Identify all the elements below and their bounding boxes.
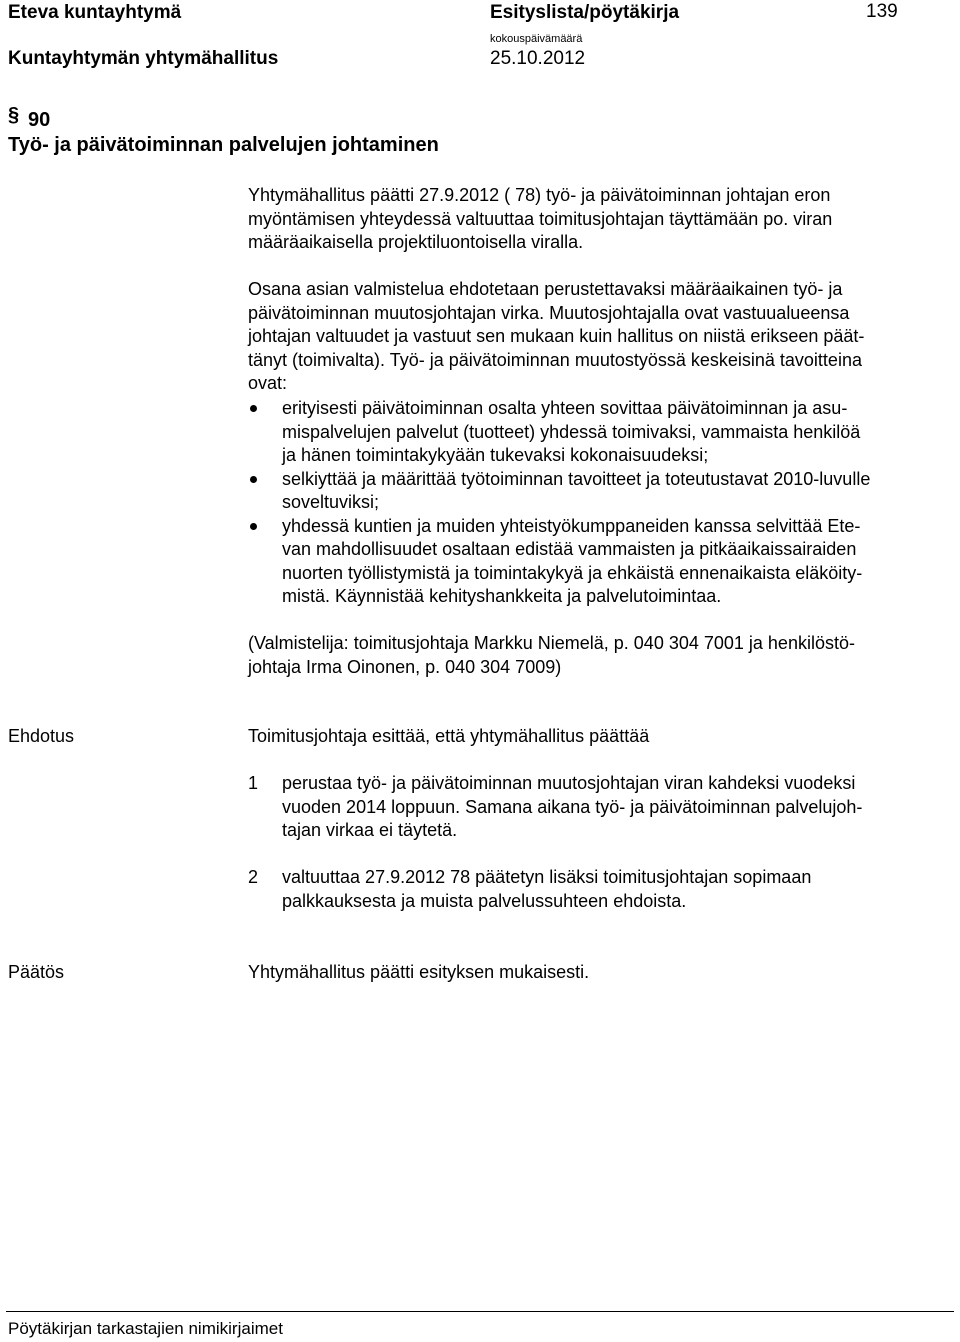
page-number: 139: [866, 1, 898, 22]
meeting-date: 25.10.2012: [490, 48, 586, 69]
date-label: kokouspäivämäärä: [490, 33, 583, 45]
goal-line: mistä. Käynnistää kehityshankkeita ja palvelutoimintaa.: [282, 586, 722, 606]
decision-text-block: [248, 961, 954, 985]
bullet-icon: [250, 405, 257, 412]
item-line: tajan virkaa ei täytetä.: [282, 820, 458, 840]
preparation-line: Osana asian valmistelua ehdotetaan perustettavaksi määräaikainen työ- ja: [248, 279, 843, 299]
item-text: [282, 772, 862, 843]
intro-paragraph: [248, 184, 954, 255]
preparer-paragraph: [248, 632, 954, 679]
list-item: [248, 468, 954, 515]
proposal-label: Ehdotus: [8, 726, 75, 746]
preparer-line: johtaja Irma Oinonen, p. 040 304 7009): [248, 656, 562, 677]
decision-label: Päätös: [8, 962, 65, 982]
footer-text: Pöytäkirjan tarkastajien nimikirjaimet: [8, 1319, 283, 1338]
list-item: [248, 397, 954, 468]
item-line: vuoden 2014 loppuun. Samana aikana työ- ja päivätoiminnan palvelujoh-: [282, 796, 863, 817]
org-name: Eteva kuntayhtymä: [8, 2, 182, 23]
preparation-line: tänyt (toimivalta). Työ- ja päivätoiminnan muutostyössä keskeisinä tavoitteina: [248, 349, 862, 370]
item-line: perustaa työ- ja päivätoiminnan muutosjohtajan viran kahdeksi vuodeksi: [282, 773, 856, 793]
section-number-row: [8, 103, 19, 128]
preparation-paragraph: [248, 278, 954, 396]
goals-list: [248, 397, 954, 609]
item-line: palkkauksesta ja muista palvelussuhteen ehdoista.: [282, 890, 687, 911]
footer-divider: [6, 1311, 954, 1312]
item-number: 1: [248, 773, 259, 793]
body-name: Kuntayhtymän yhtymähallitus: [8, 48, 279, 69]
section-number: 90: [28, 109, 51, 131]
goal-line: selkiyttää ja määrittää työtoiminnan tavoitteet ja toteutustavat 2010-luvulle: [282, 468, 871, 489]
item-text: [282, 866, 811, 913]
goal-line: yhdessä kuntien ja muiden yhteistyökumppaneiden kanssa selvittää Ete-: [282, 515, 861, 536]
section-sign-icon: §: [8, 104, 20, 126]
goal-line: erityisesti päivätoiminnan osalta yhteen sovittaa päivätoiminnan ja asu-: [282, 398, 848, 418]
item-number: 2: [248, 867, 259, 887]
decision-text: Yhtymähallitus päätti esityksen mukaisesti.: [248, 962, 590, 982]
list-item: [248, 515, 954, 609]
goal-line: nuorten työllistymistä ja toimintakykyä ja ehkäistä ennenaikaista eläköity-: [282, 562, 863, 583]
bullet-icon: [250, 476, 257, 483]
bullet-icon: [250, 523, 257, 530]
intro-line: Yhtymähallitus päätti 27.9.2012 ( 78) työ- ja päivätoiminnan johtajan eron: [248, 185, 831, 205]
document-type: Esityslista/pöytäkirja: [490, 2, 680, 23]
proposal-intro: [248, 725, 954, 749]
item-line: valtuuttaa 27.9.2012 78 päätetyn lisäksi toimitusjohtajan sopimaan: [282, 867, 812, 887]
preparation-line: päivätoiminnan muutosjohtajan virka. Muutosjohtajalla ovat vastuualueensa: [248, 302, 850, 323]
preparer-line: (Valmistelija: toimitusjohtaja Markku Niemelä, p. 040 304 7001 ja henkilöstö-: [248, 633, 855, 653]
goal-line: van mahdollisuudet osaltaan edistää vammaisten ja pitkäaikaissairaiden: [282, 539, 857, 559]
section-title: Työ- ja päivätoiminnan palvelujen johtaminen: [8, 134, 439, 156]
proposal-intro-text: Toimitusjohtaja esittää, että yhtymähallitus päättää: [248, 726, 650, 746]
goal-line: soveltuviksi;: [282, 492, 380, 512]
goal-line: mispalvelujen palvelut (tuotteet) yhdessä toimivaksi, vammaista henkilöä: [282, 421, 861, 442]
preparation-line: ovat:: [248, 373, 288, 393]
preparation-line: johtajan valtuudet ja vastuut sen mukaan kuin hallitus on niistä erikseen päät-: [248, 326, 865, 346]
goal-line: ja hänen toimintakykyään tukevaksi kokonaisuudeksi;: [282, 445, 709, 465]
intro-line: määräaikaisella projektiluontoisella viralla.: [248, 232, 584, 252]
intro-line: myöntämisen yhteydessä valtuuttaa toimitusjohtajan täyttämään po. viran: [248, 208, 833, 229]
